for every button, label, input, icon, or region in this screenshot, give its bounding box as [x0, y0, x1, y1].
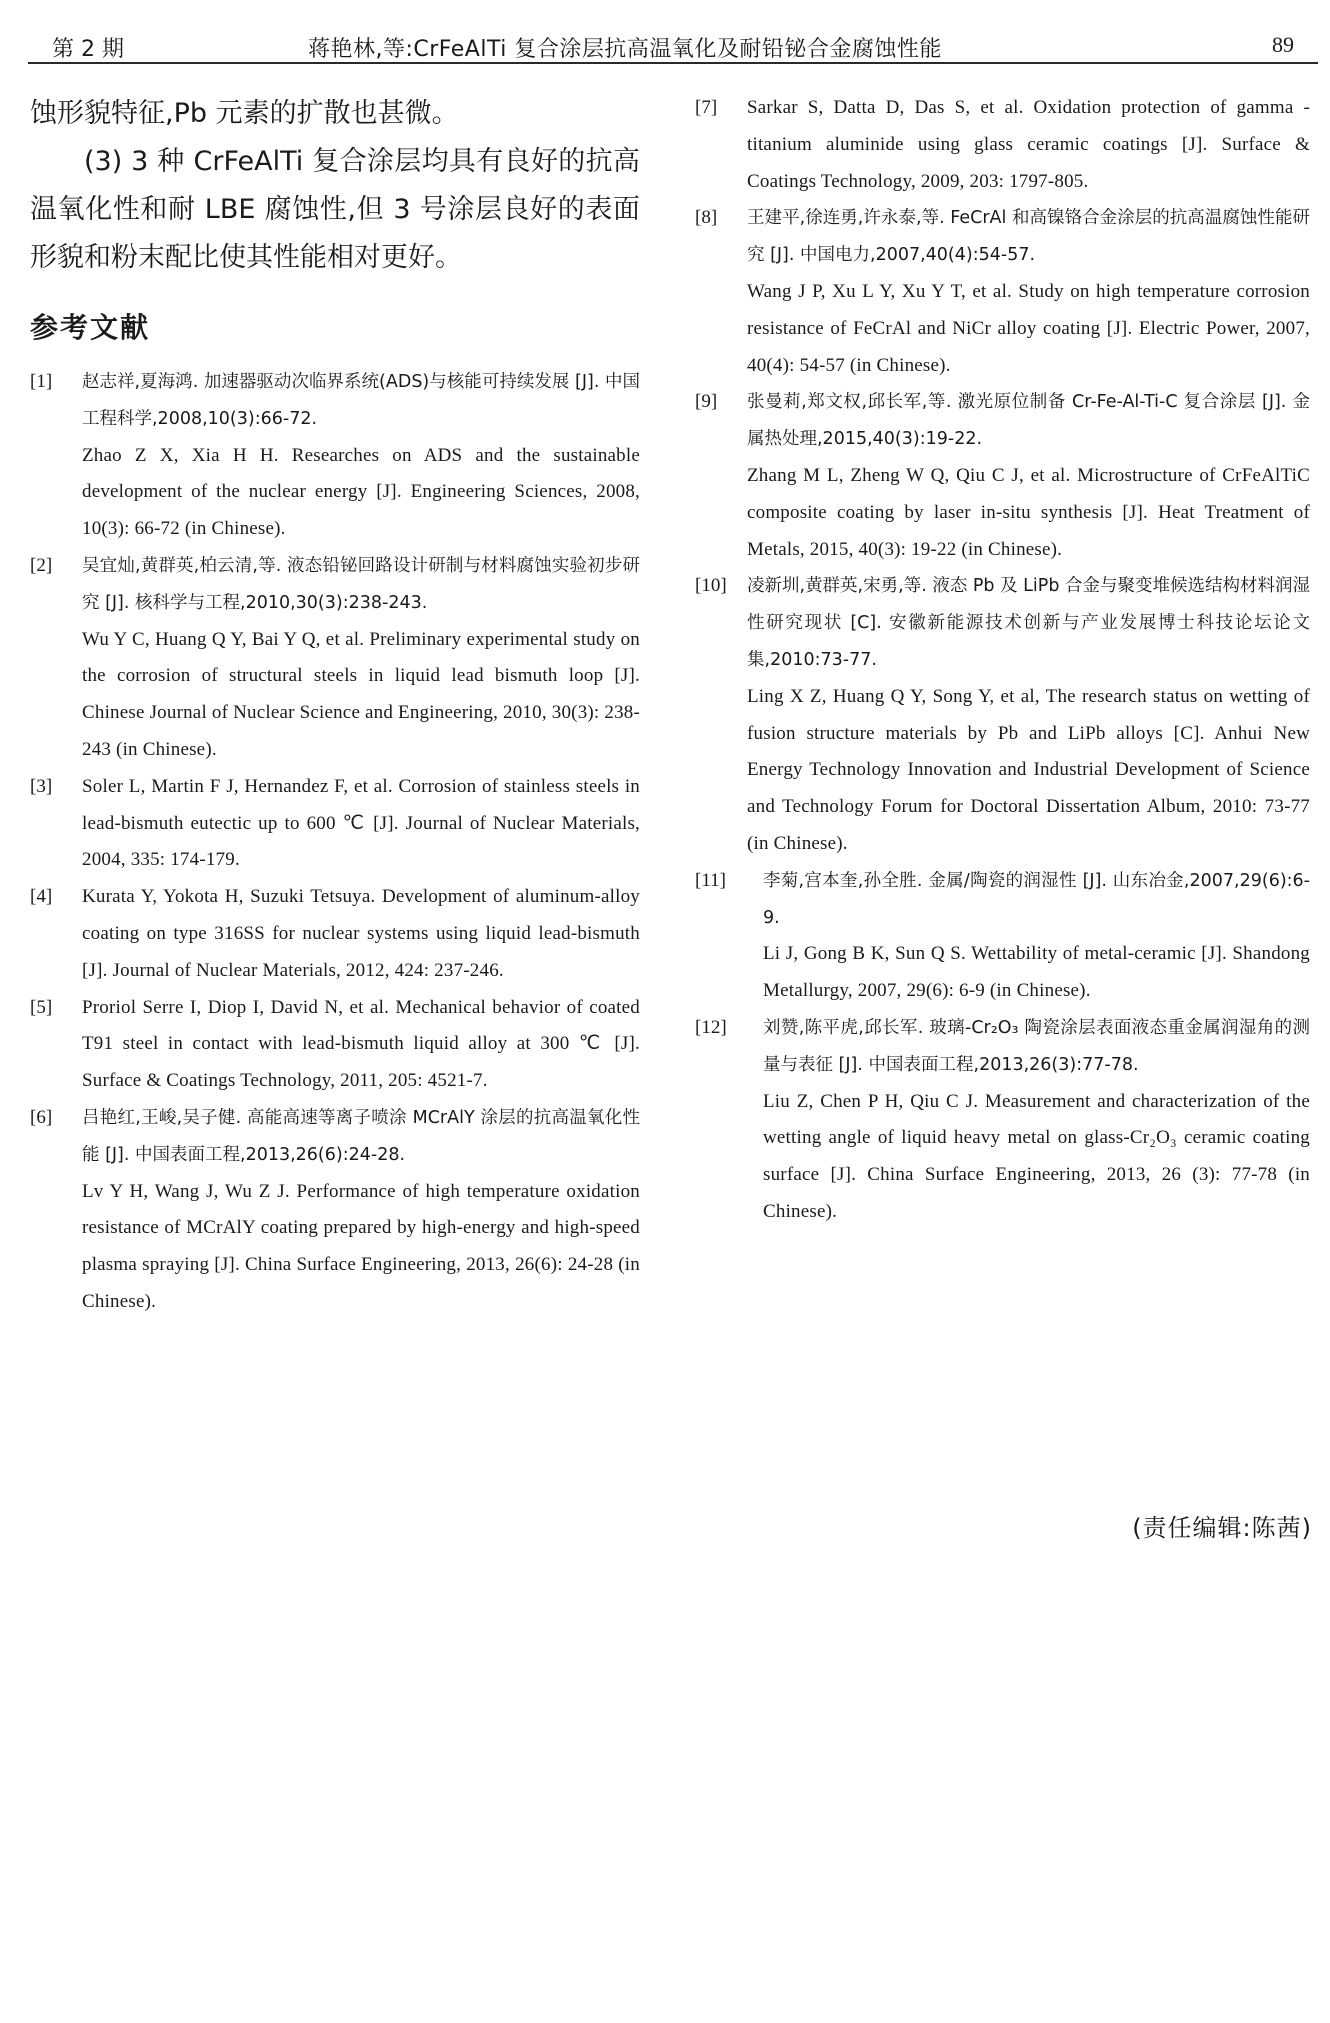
reference-item	[695, 1010, 1310, 1231]
reference-cn: 赵志祥,夏海鸿. 加速器驱动次临界系统(ADS)与核能可持续发展 [J]. 中国工程科学,2008,10(3):66-72.	[82, 372, 640, 429]
reference-list-right	[695, 90, 1310, 1231]
reference-cn: 王建平,徐连勇,许永泰,等. FeCrAl 和高镍铬合金涂层的抗高温腐蚀性能研究 [J]. 中国电力,2007,40(4):54-57.	[747, 208, 1310, 266]
reference-cn: 吕艳红,王峻,吴子健. 高能高速等离子喷涂 MCrAlY 涂层的抗高温氧化性能 [J]. 中国表面工程,2013,26(6):24-28.	[82, 1107, 640, 1165]
header-rule	[28, 62, 1318, 64]
reference-item	[695, 863, 1310, 1010]
reference-item	[30, 990, 640, 1100]
reference-number: [5]	[30, 996, 53, 1018]
reference-number: [9]	[695, 391, 718, 413]
reference-item	[695, 90, 1310, 200]
reference-cn: 李菊,宫本奎,孙全胜. 金属/陶瓷的润湿性 [J]. 山东冶金,2007,29(6):6-9.	[763, 870, 1310, 928]
reference-en: Lv Y H, Wang J, Wu Z J. Performance of high temperature oxidation resistance of MCrAlY coating prepared by high-energy and high-speed plasma spraying [J]. China Surface Engineering, 2013, 26(6): 24-28 (in Chinese).	[82, 1180, 640, 1312]
page-number: 89	[1272, 32, 1294, 57]
editor-note: (责任编辑:陈茜)	[1132, 1514, 1312, 1542]
running-title: 蒋艳林,等:CrFeAlTi 复合涂层抗高温氧化及耐铅铋合金腐蚀性能	[308, 37, 942, 62]
reference-number: [10]	[695, 575, 727, 597]
body-paragraph-conclusion: (3) 3 种 CrFeAlTi 复合涂层均具有良好的抗高温氧化性和耐 LBE 腐蚀性,但 3 号涂层良好的表面形貌和粉末配比使其性能相对更好。	[30, 146, 640, 273]
reference-en: Proriol Serre I, Diop I, David N, et al. Mechanical behavior of coated T91 steel in contact with lead-bismuth liquid alloy at 300 ℃ [J]. Surface & Coatings Technology, 2011, 205: 4521-7.	[82, 996, 640, 1092]
reference-number: [8]	[695, 207, 718, 229]
body-paragraph-continuation: 蚀形貌特征,Pb 元素的扩散也甚微。	[30, 98, 459, 129]
running-header	[28, 24, 1318, 64]
reference-number: [11]	[695, 869, 726, 891]
reference-item	[30, 548, 640, 769]
reference-en: Zhao Z X, Xia H H. Researches on ADS and the sustainable development of the nuclear energy [J]. Engineering Sciences, 2008, 10(3): 66-72 (in Chinese).	[82, 444, 640, 540]
reference-cn: 张曼莉,郑文权,邱长军,等. 激光原位制备 Cr-Fe-Al-Ti-C 复合涂层 [J]. 金属热处理,2015,40(3):19-22.	[747, 392, 1310, 450]
reference-en: Sarkar S, Datta D, Das S, et al. Oxidation protection of gamma - titanium aluminide using glass ceramic coatings [J]. Surface & Coatings Technology, 2009, 203: 1797-805.	[747, 97, 1310, 192]
reference-en: Wu Y C, Huang Q Y, Bai Y Q, et al. Preliminary experimental study on the corrosion of structural steels in liquid lead bismuth loop [J]. Chinese Journal of Nuclear Science and Engineering, 2010, 30(3): 238-243 (in Chinese).	[82, 628, 640, 760]
reference-number: [4]	[30, 886, 53, 908]
reference-number: [7]	[695, 97, 718, 118]
reference-en: Wang J P, Xu L Y, Xu Y T, et al. Study on high temperature corrosion resistance of FeCrAl and NiCr alloy coating [J]. Electric Power, 2007, 40(4): 54-57 (in Chinese).	[747, 280, 1310, 376]
reference-item	[30, 1100, 640, 1321]
reference-number: [6]	[30, 1106, 53, 1128]
reference-list-left	[30, 364, 640, 1321]
reference-en: Soler L, Martin F J, Hernandez F, et al. Corrosion of stainless steels in lead-bismuth eutectic up to 600 ℃ [J]. Journal of Nuclear Materials, 2004, 335: 174-179.	[82, 775, 640, 871]
issue-label: 第 2 期	[52, 37, 124, 62]
reference-en: Zhang M L, Zheng W Q, Qiu C J, et al. Microstructure of CrFeAlTiC composite coating by laser in-situ synthesis [J]. Heat Treatment of Metals, 2015, 40(3): 19-22 (in Chinese).	[747, 464, 1310, 560]
reference-item	[695, 200, 1310, 384]
reference-number: [3]	[30, 775, 53, 797]
left-column	[30, 90, 640, 1321]
right-column	[695, 90, 1310, 1231]
reference-number: [1]	[30, 371, 53, 392]
reference-item	[30, 879, 640, 989]
reference-en: Kurata Y, Yokota H, Suzuki Tetsuya. Development of aluminum-alloy coating on type 316SS for nuclear systems using liquid lead-bismuth [J]. Journal of Nuclear Materials, 2012, 424: 237-246.	[82, 886, 640, 981]
reference-cn: 吴宜灿,黄群英,柏云清,等. 液态铅铋回路设计研制与材料腐蚀实验初步研究 [J]. 核科学与工程,2010,30(3):238-243.	[82, 555, 640, 613]
reference-item	[695, 568, 1310, 862]
reference-en: Li J, Gong B K, Sun Q S. Wettability of metal-ceramic [J]. Shandong Metallurgy, 2007, 29(6): 6-9 (in Chinese).	[763, 943, 1310, 1002]
reference-item	[30, 364, 640, 548]
reference-number: [2]	[30, 554, 53, 576]
reference-en: Ling X Z, Huang Q Y, Song Y, et al, The research status on wetting of fusion structure materials by Pb and LiPb alloys [C]. Anhui New Energy Technology Innovation and Industrial Development of Science and Technology Forum for Doctoral Dissertation Album, 2010: 73-77 (in Chinese).	[747, 685, 1310, 854]
reference-cn: 凌新圳,黄群英,宋勇,等. 液态 Pb 及 LiPb 合金与聚变堆候选结构材料润湿性研究现状 [C]. 安徽新能源技术创新与产业发展博士科技论坛论文集,2010:73-77.	[747, 576, 1310, 670]
reference-item	[30, 769, 640, 879]
reference-en: Liu Z, Chen P H, Qiu C J. Measurement and characterization of the wetting angle of liquid heavy metal on glass-Cr₂O₃ ceramic coating surface [J]. China Surface Engineering, 2013, 26 (3): 77-78 (in Chinese).	[763, 1090, 1310, 1222]
reference-item	[695, 384, 1310, 568]
references-heading: 参考文献	[30, 311, 151, 344]
reference-cn: 刘赞,陈平虎,邱长军. 玻璃-Cr₂O₃ 陶瓷涂层表面液态重金属润湿角的测量与表征 [J]. 中国表面工程,2013,26(3):77-78.	[763, 1017, 1310, 1075]
reference-number: [12]	[695, 1016, 727, 1038]
